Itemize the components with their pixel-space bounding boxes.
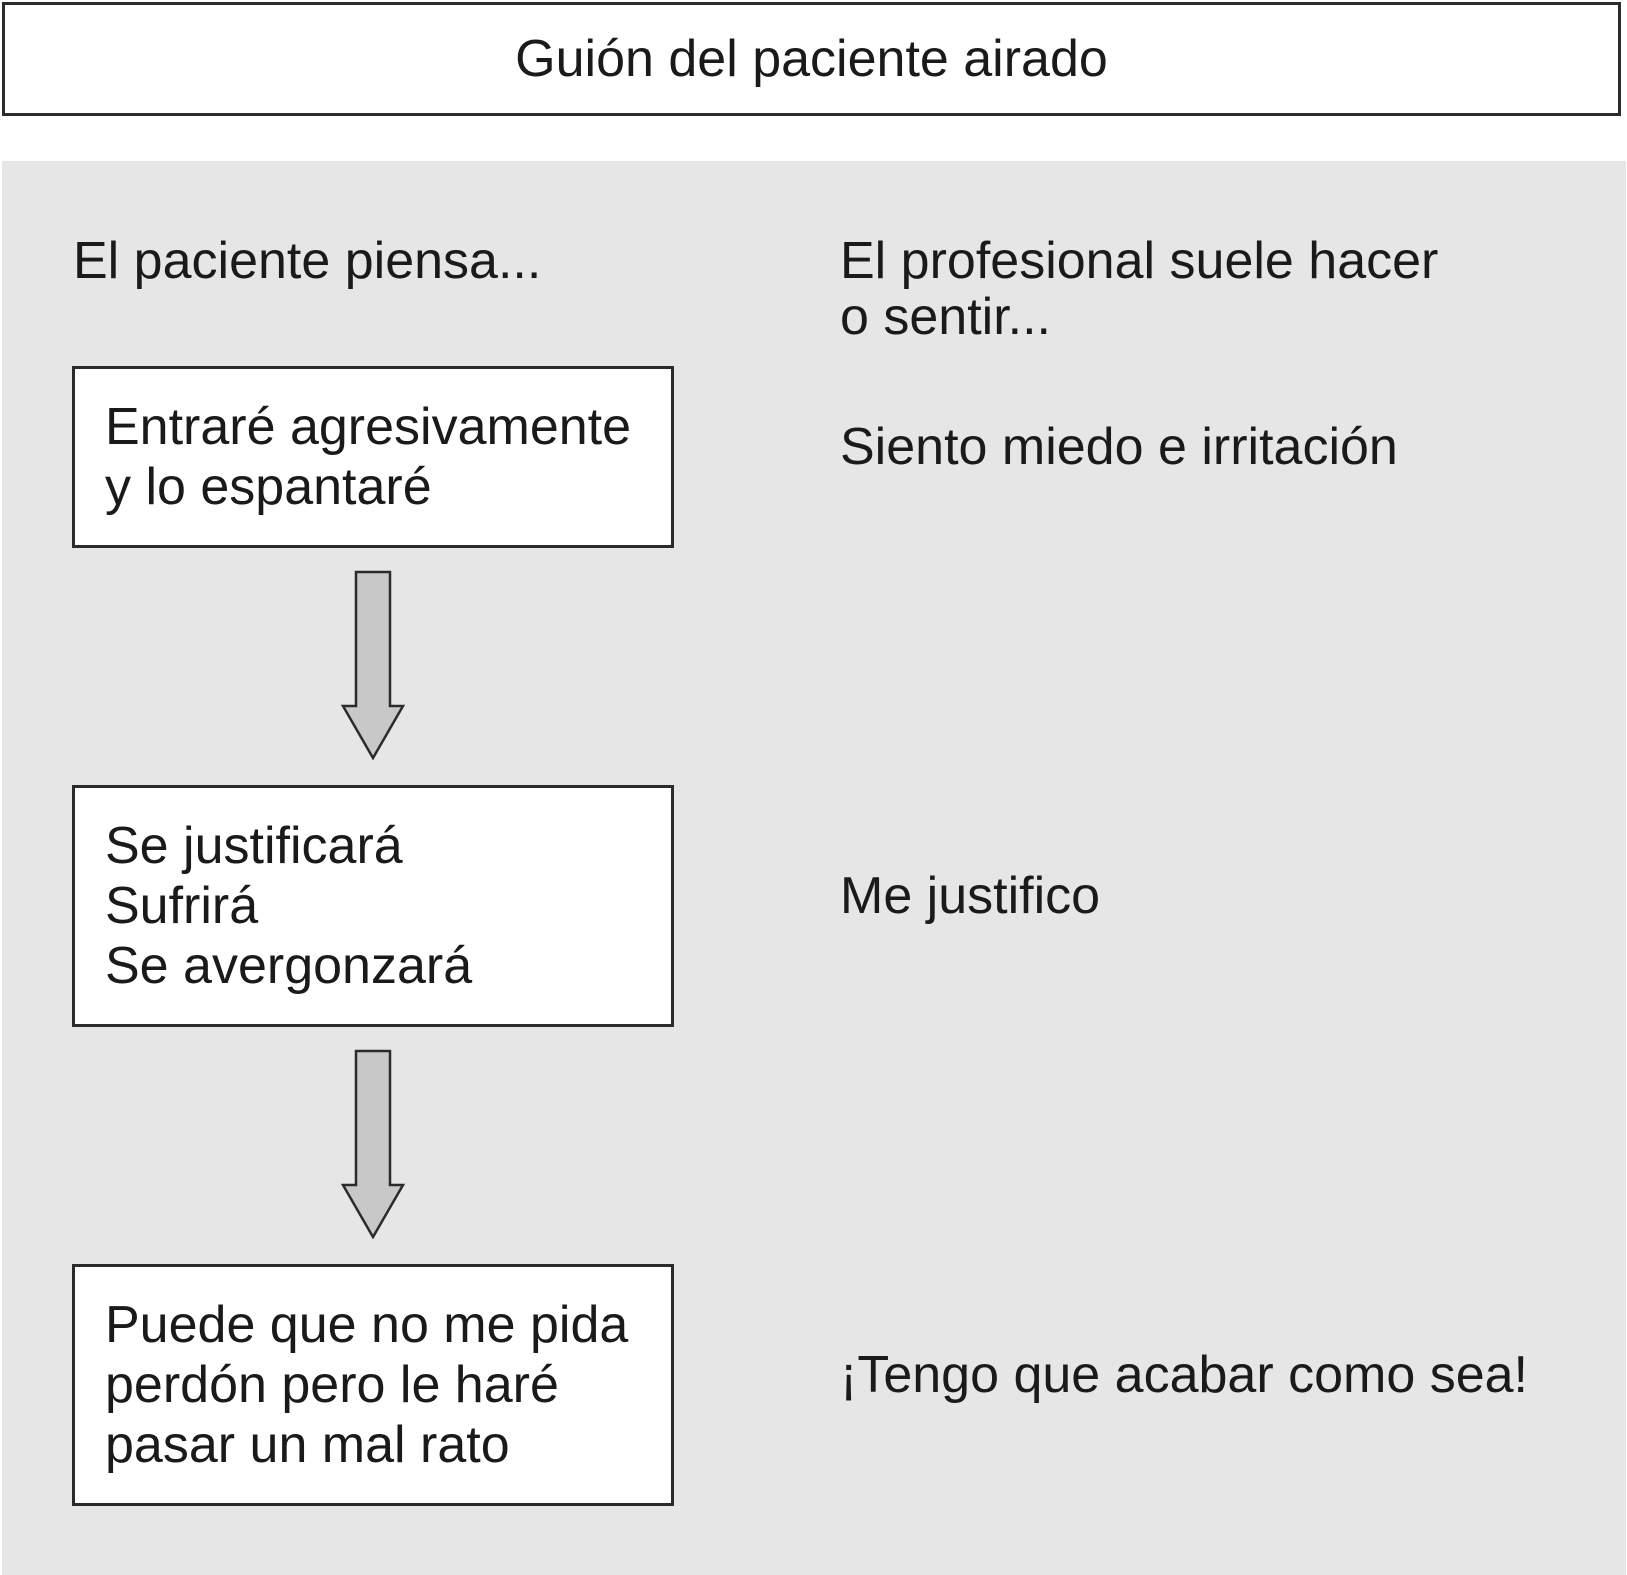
diagram-title: Guión del paciente airado [515, 30, 1108, 88]
patient-thought-box-1 [72, 366, 674, 548]
patient-thought-text-3: Puede que no me pida perdón pero le haré pasar un mal rato [105, 1296, 629, 1474]
professional-response-1: Siento miedo e irritación [840, 418, 1398, 476]
patient-thought-box-3 [72, 1264, 674, 1506]
professional-response-2: Me justifico [840, 867, 1101, 925]
patient-thought-text-1: Entraré agresivamente y lo espantaré [105, 398, 632, 516]
professional-response-3: ¡Tengo que acabar como sea! [840, 1346, 1528, 1404]
down-arrow-icon-1 [340, 570, 406, 760]
diagram-panel [2, 161, 1626, 1575]
diagram-title-box [2, 2, 1621, 116]
professional-column-heading: El profesional suele hacer o sentir... [840, 232, 1439, 346]
down-arrow-icon-2 [340, 1049, 406, 1239]
patient-thought-text-2: Se justificará Sufrirá Se avergonzará [105, 817, 473, 995]
patient-thought-box-2 [72, 785, 674, 1027]
patient-column-heading: El paciente piensa... [73, 232, 542, 290]
